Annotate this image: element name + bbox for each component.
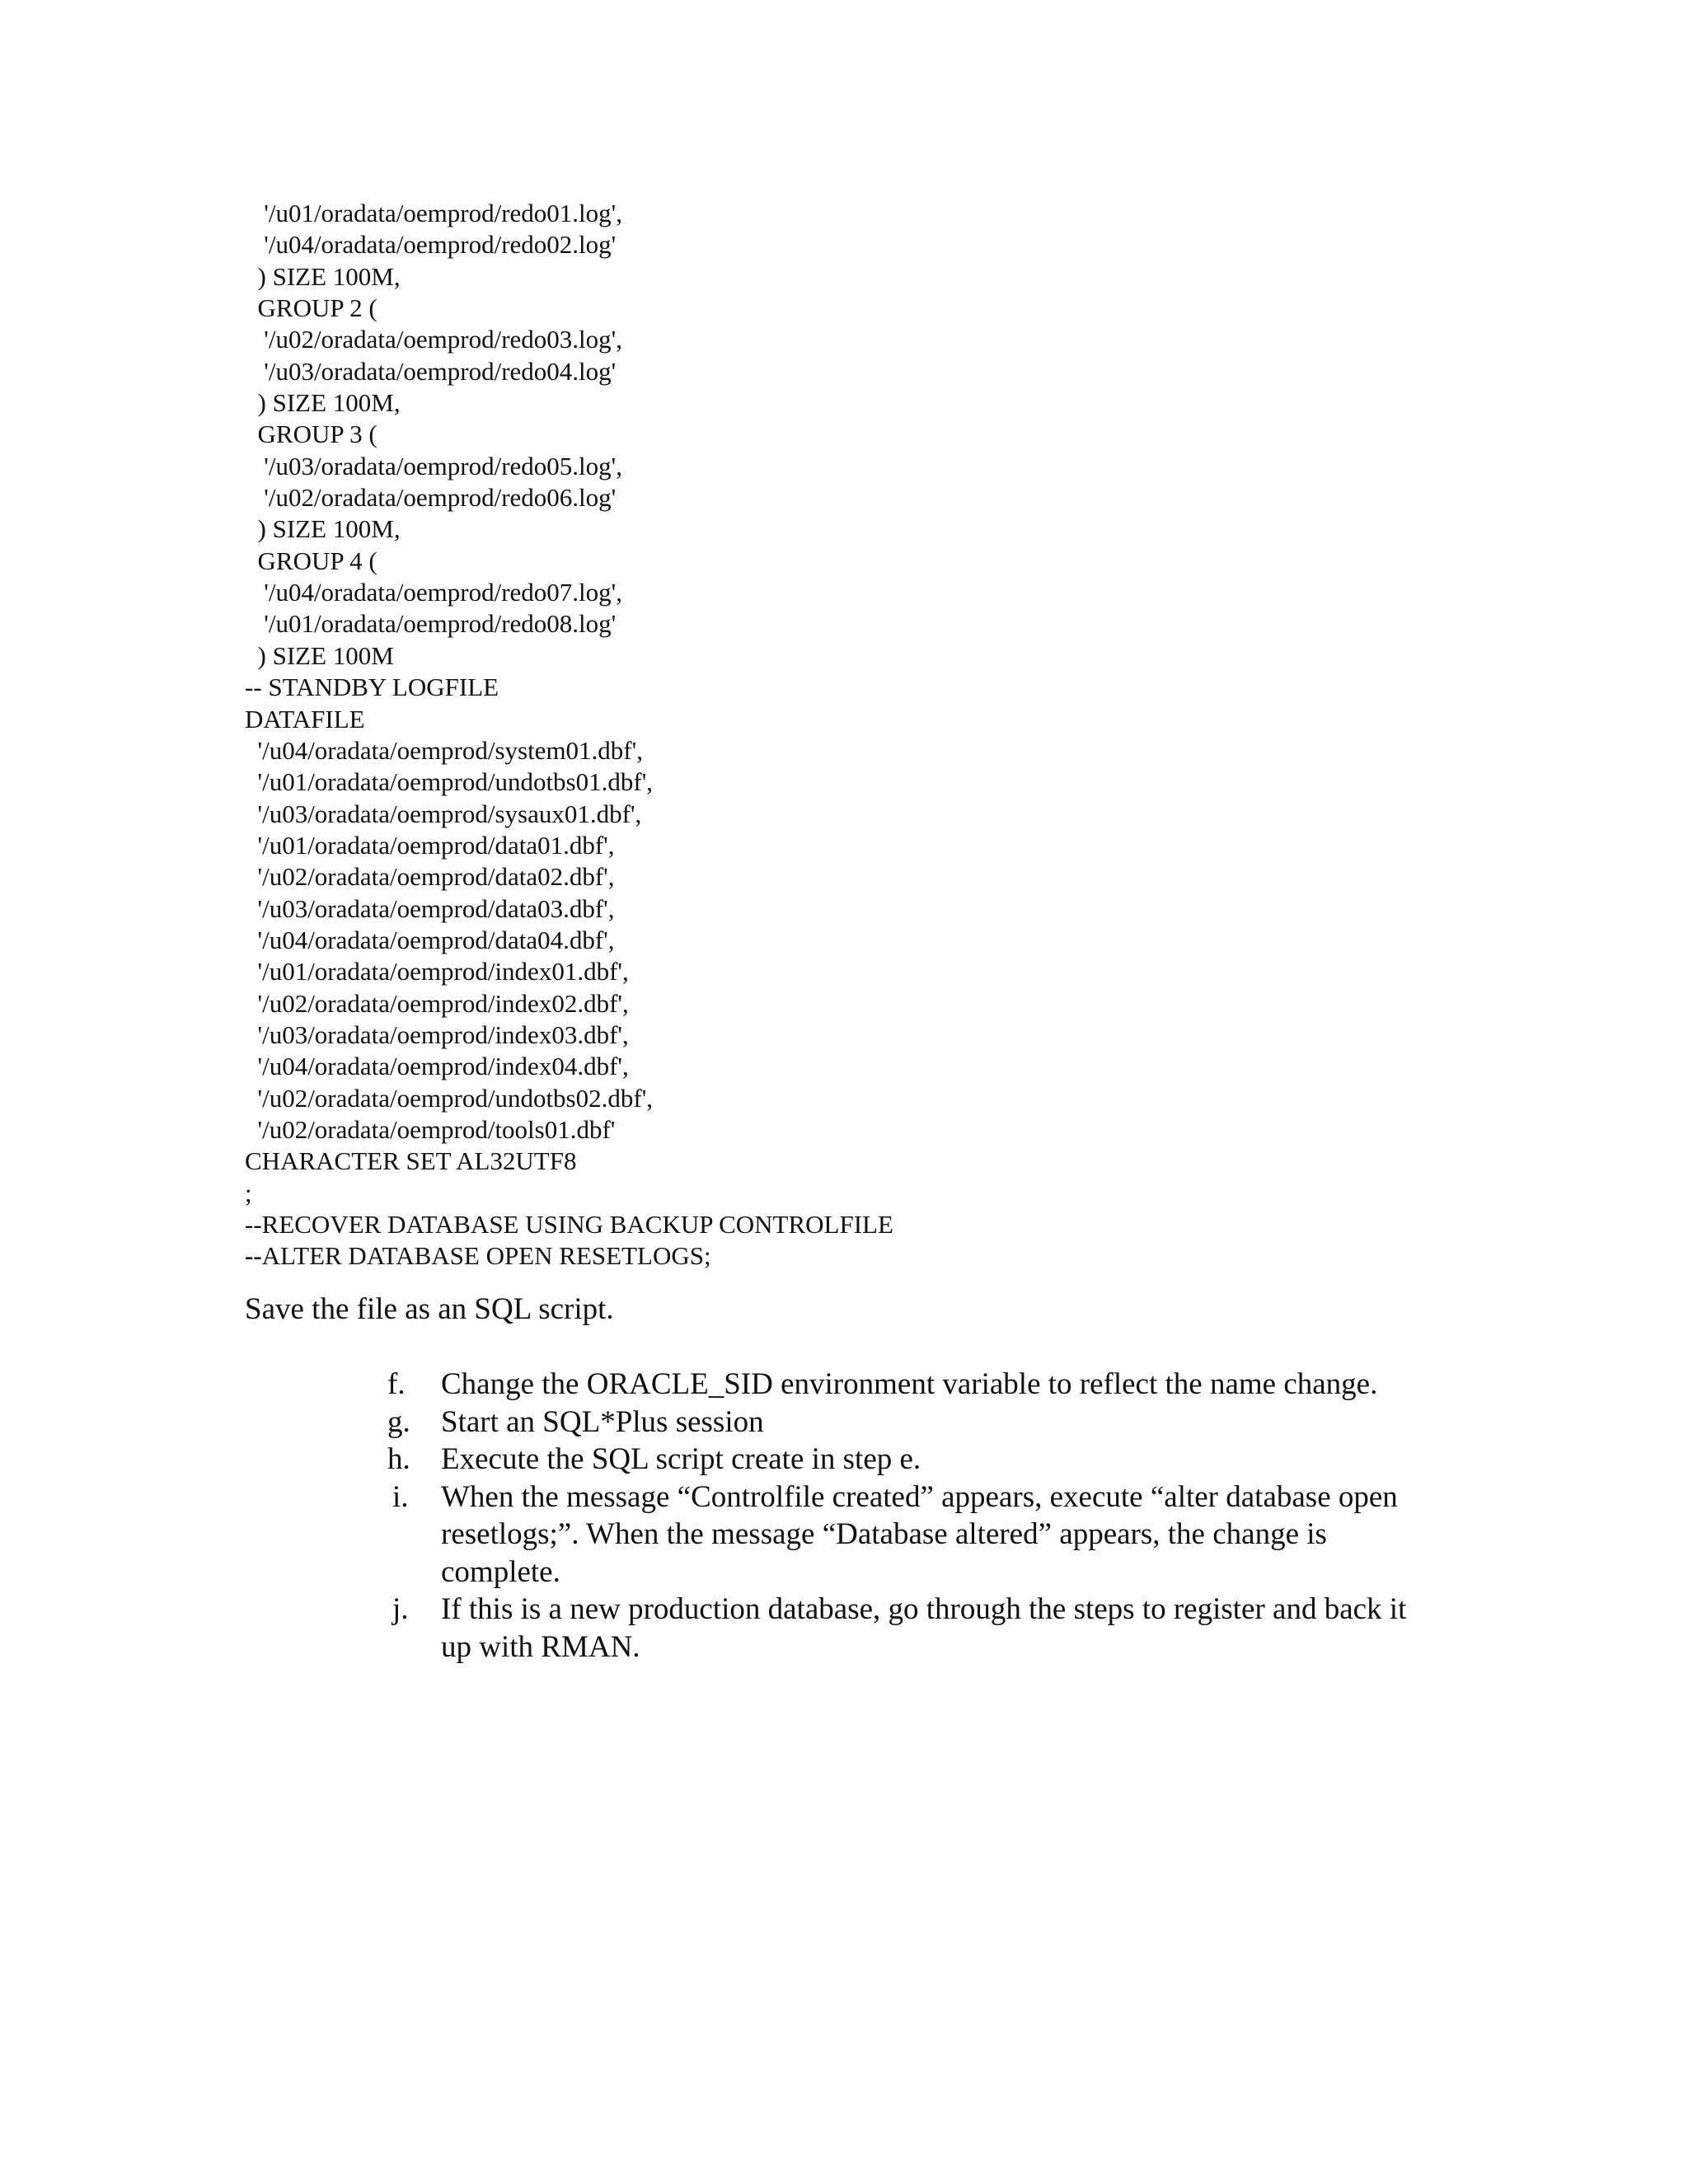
step-item — [387, 1404, 1426, 1441]
code-line: GROUP 4 ( — [245, 546, 377, 575]
code-line: -- STANDBY LOGFILE — [245, 673, 499, 702]
step-letter: g. — [387, 1404, 410, 1439]
code-line: '/u03/oradata/oemprod/data03.dbf', — [245, 893, 615, 923]
code-line-text: ALTER DATABASE OPEN RESETLOGS; — [261, 1241, 711, 1271]
code-line: '/u04/oradata/oemprod/redo02.log' — [245, 230, 617, 260]
code-line: ) SIZE 100M, — [245, 388, 401, 418]
code-line: '/u04/oradata/oemprod/redo07.log', — [245, 578, 622, 607]
sql-code-block — [245, 198, 893, 1272]
step-text: Execute the SQL script create in step e. — [441, 1442, 921, 1476]
step-letter: i. — [392, 1479, 409, 1514]
code-line: '/u03/oradata/oemprod/sysaux01.dbf', — [245, 799, 642, 828]
code-line: GROUP 3 ( — [245, 419, 377, 449]
step-item — [387, 1366, 1426, 1404]
code-line: '/u04/oradata/oemprod/system01.dbf', — [245, 735, 643, 765]
code-line: '/u01/oradata/oemprod/redo08.log' — [245, 609, 617, 639]
code-line: '/u01/oradata/oemprod/data01.dbf', — [245, 830, 615, 860]
steps-list — [387, 1366, 1426, 1666]
code-line: --RECOVER DATABASE USING BACKUP CONTROLFILE — [245, 1210, 893, 1239]
step-item — [387, 1479, 1426, 1591]
step-item — [387, 1591, 1426, 1666]
code-line: DATAFILE — [245, 704, 365, 733]
step-letter: h. — [387, 1442, 410, 1476]
code-line: '/u02/oradata/oemprod/tools01.dbf' — [245, 1114, 616, 1144]
step-text: Start an SQL*Plus session — [441, 1404, 764, 1439]
code-line-alter-database — [245, 1240, 893, 1272]
code-line: '/u01/oradata/oemprod/redo01.log', — [245, 199, 622, 227]
code-line: GROUP 2 ( — [245, 293, 377, 323]
code-line: ) SIZE 100M — [245, 640, 394, 670]
code-line: ) SIZE 100M, — [245, 261, 401, 291]
code-line: '/u02/oradata/oemprod/redo06.log' — [245, 483, 617, 513]
step-text: When the message “Controlfile created” appears, execute “alter database open resetlogs;”. When the message “Database altered” appears, the change is complete. — [441, 1479, 1398, 1589]
code-line: '/u02/oradata/oemprod/redo03.log', — [245, 325, 622, 354]
code-line: '/u01/oradata/oemprod/undotbs01.dbf', — [245, 767, 654, 797]
code-line: '/u04/oradata/oemprod/index04.dbf', — [245, 1052, 629, 1081]
step-text: Change the ORACLE_SID environment variable to reflect the name change. — [441, 1367, 1378, 1401]
save-instruction: Save the file as an SQL script. — [245, 1292, 614, 1326]
step-letter: j. — [392, 1592, 409, 1626]
code-line: ) SIZE 100M, — [245, 514, 401, 544]
step-letter: f. — [387, 1367, 406, 1401]
code-line: '/u02/oradata/oemprod/data02.dbf', — [245, 862, 615, 892]
step-text: If this is a new production database, go through the steps to register and back it up with RMAN. — [441, 1592, 1407, 1664]
code-line: '/u03/oradata/oemprod/redo05.log', — [245, 451, 622, 480]
code-line: '/u02/oradata/oemprod/index02.dbf', — [245, 988, 629, 1018]
step-item — [387, 1441, 1426, 1479]
code-line: '/u03/oradata/oemprod/index03.dbf', — [245, 1019, 629, 1049]
comment-dash: -- — [245, 1241, 262, 1271]
code-line: ; — [245, 1178, 252, 1207]
code-line: '/u03/oradata/oemprod/redo04.log' — [245, 356, 617, 386]
code-line: '/u01/oradata/oemprod/index01.dbf', — [245, 957, 629, 987]
code-line: '/u04/oradata/oemprod/data04.dbf', — [245, 925, 615, 954]
code-line: CHARACTER SET AL32UTF8 — [245, 1146, 577, 1176]
code-line: '/u02/oradata/oemprod/undotbs02.dbf', — [245, 1083, 654, 1113]
